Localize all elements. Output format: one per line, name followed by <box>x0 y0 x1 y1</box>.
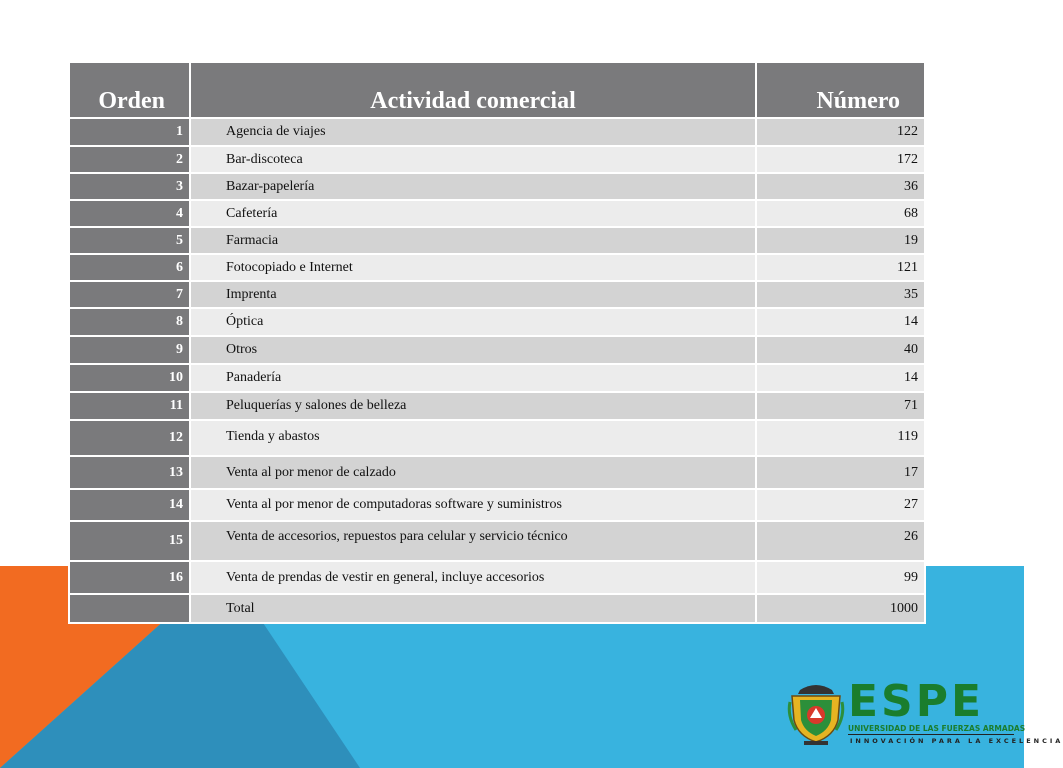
row-activity: Tienda y abastos <box>190 420 756 456</box>
row-number: 19 <box>756 227 925 254</box>
row-activity: Fotocopiado e Internet <box>190 254 756 281</box>
row-order: 16 <box>69 561 190 594</box>
total-order-empty <box>69 594 190 623</box>
row-activity: Cafetería <box>190 200 756 227</box>
coat-of-arms-icon <box>788 680 844 746</box>
table-row <box>69 281 925 308</box>
row-activity: Óptica <box>190 308 756 336</box>
total-label: Total <box>190 594 756 623</box>
table-row <box>69 364 925 392</box>
row-order: 10 <box>69 364 190 392</box>
row-number: 14 <box>756 308 925 336</box>
header-activity: Actividad comercial <box>190 62 756 118</box>
table-total-row <box>69 594 925 623</box>
row-activity: Peluquerías y salones de belleza <box>190 392 756 420</box>
table-row <box>69 420 925 456</box>
row-activity: Imprenta <box>190 281 756 308</box>
row-activity: Farmacia <box>190 227 756 254</box>
row-number: 36 <box>756 173 925 200</box>
row-order: 8 <box>69 308 190 336</box>
table-row <box>69 456 925 489</box>
row-activity: Panadería <box>190 364 756 392</box>
table-row <box>69 254 925 281</box>
row-number: 99 <box>756 561 925 594</box>
table-row <box>69 227 925 254</box>
table-row <box>69 336 925 364</box>
table-row <box>69 146 925 173</box>
table-header-row <box>69 62 925 118</box>
header-number: Número <box>756 62 925 118</box>
total-number: 1000 <box>756 594 925 623</box>
row-order: 13 <box>69 456 190 489</box>
row-activity: Otros <box>190 336 756 364</box>
row-activity: Bazar-papelería <box>190 173 756 200</box>
row-number: 40 <box>756 336 925 364</box>
row-number: 14 <box>756 364 925 392</box>
row-order: 9 <box>69 336 190 364</box>
row-number: 119 <box>756 420 925 456</box>
table-row <box>69 118 925 146</box>
row-activity: Venta al por menor de calzado <box>190 456 756 489</box>
table-row <box>69 392 925 420</box>
row-number: 172 <box>756 146 925 173</box>
table-row <box>69 489 925 521</box>
row-number: 26 <box>756 521 925 561</box>
logo-divider <box>848 734 1014 735</box>
row-order: 3 <box>69 173 190 200</box>
row-activity: Venta de prendas de vestir en general, incluye accesorios <box>190 561 756 594</box>
row-order: 12 <box>69 420 190 456</box>
row-order: 6 <box>69 254 190 281</box>
table-row <box>69 521 925 561</box>
row-activity: Bar-discoteca <box>190 146 756 173</box>
row-order: 11 <box>69 392 190 420</box>
commercial-activity-table <box>68 61 926 624</box>
row-number: 17 <box>756 456 925 489</box>
row-order: 15 <box>69 521 190 561</box>
row-number: 71 <box>756 392 925 420</box>
espe-logo <box>788 676 1063 750</box>
row-number: 121 <box>756 254 925 281</box>
row-activity: Venta al por menor de computadoras software y suministros <box>190 489 756 521</box>
university-name: UNIVERSIDAD DE LAS FUERZAS ARMADAS <box>848 724 1026 733</box>
table-row <box>69 561 925 594</box>
row-number: 68 <box>756 200 925 227</box>
row-order: 1 <box>69 118 190 146</box>
row-number: 122 <box>756 118 925 146</box>
table-row <box>69 173 925 200</box>
row-number: 35 <box>756 281 925 308</box>
header-order: Orden <box>69 62 190 118</box>
row-order: 14 <box>69 489 190 521</box>
row-activity: Venta de accesorios, repuestos para celular y servicio técnico <box>190 521 756 561</box>
row-order: 7 <box>69 281 190 308</box>
row-activity: Agencia de viajes <box>190 118 756 146</box>
row-order: 5 <box>69 227 190 254</box>
university-motto: INNOVACIÓN PARA LA EXCELENCIA <box>850 737 1063 745</box>
row-number: 27 <box>756 489 925 521</box>
row-order: 2 <box>69 146 190 173</box>
table-row <box>69 308 925 336</box>
espe-wordmark: ESPE <box>848 676 985 727</box>
row-order: 4 <box>69 200 190 227</box>
table-row <box>69 200 925 227</box>
